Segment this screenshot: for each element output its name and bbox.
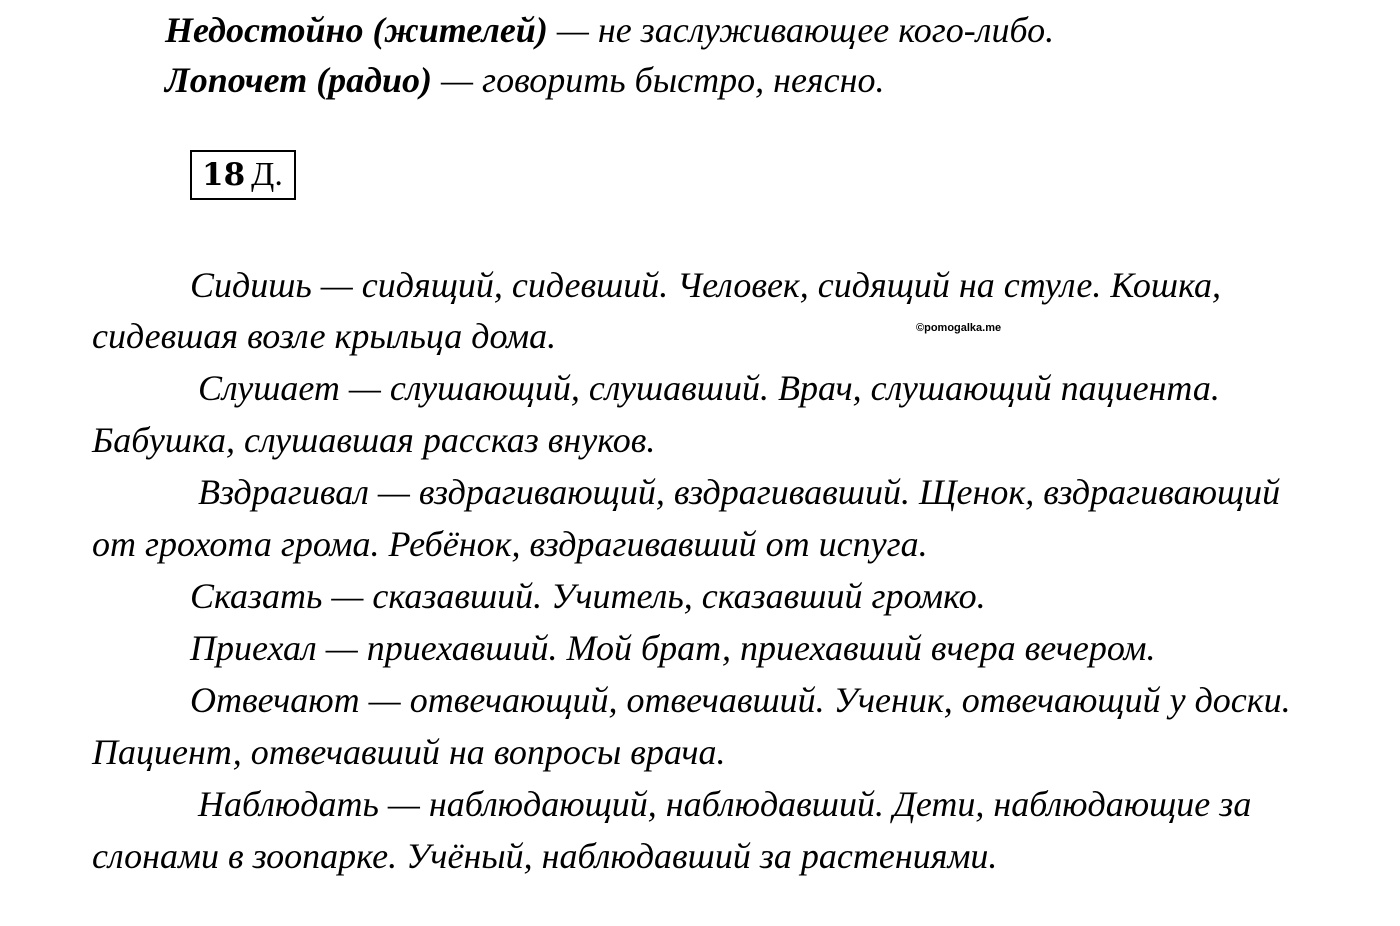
definition-2 bbox=[165, 58, 885, 102]
text-line-8: Приехал — приехавший. Мой брат, приехавший вчера вечером. bbox=[190, 628, 1156, 668]
text-line-1: Сидишь — сидящий, сидевший. Человек, сидящий на стуле. Кошка, bbox=[190, 265, 1222, 305]
definition-1 bbox=[165, 8, 1054, 52]
watermark: ©pomogalka.me bbox=[916, 322, 1002, 334]
text-line-12: слонами в зоопарке. Учёный, наблюдавший за растениями. bbox=[92, 836, 998, 876]
text-line-6: от грохота грома. Ребёнок, вздрагивавший от испуга. bbox=[92, 524, 928, 564]
text-line-9: Отвечают — отвечающий, отвечавший. Ученик, отвечающий у доски. bbox=[190, 680, 1291, 720]
text-line-10: Пациент, отвечавший на вопросы врача. bbox=[92, 732, 726, 772]
definition-meaning: — не заслуживающее кого-либо. bbox=[547, 10, 1055, 50]
text-line-4: Бабушка, слушавшая рассказ внуков. bbox=[92, 420, 656, 460]
text-line-7: Сказать — сказавший. Учитель, сказавший громко. bbox=[190, 576, 986, 616]
task-number-box bbox=[190, 150, 296, 200]
text-line-3: Слушает — слушающий, слушавший. Врач, слушающий пациента. bbox=[198, 368, 1220, 408]
definition-meaning: — говорить быстро, неясно. bbox=[432, 60, 885, 100]
definition-term: Лопочет (радио) bbox=[165, 60, 433, 100]
task-letter: Д. bbox=[251, 156, 283, 193]
task-number: 18 bbox=[202, 157, 246, 193]
text-line-11: Наблюдать — наблюдающий, наблюдавший. Дети, наблюдающие за bbox=[198, 784, 1252, 824]
text-line-5: Вздрагивал — вздрагивающий, вздрагивавший. Щенок, вздрагивающий bbox=[198, 472, 1281, 512]
definition-term: Недостойно (жителей) bbox=[165, 10, 548, 50]
text-line-2: сидевшая возле крыльца дома. bbox=[92, 316, 557, 356]
